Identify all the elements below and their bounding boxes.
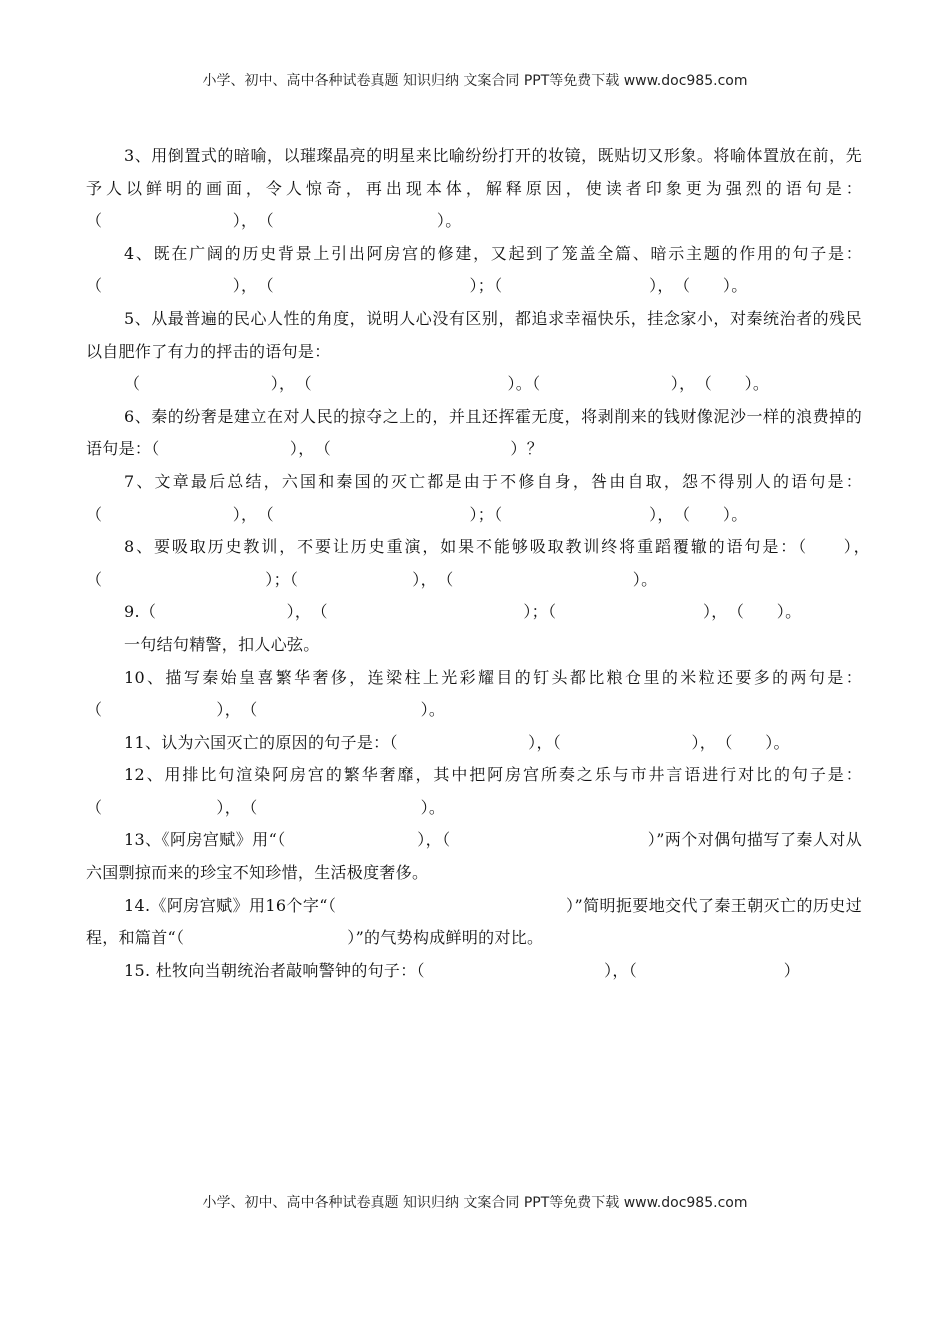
question-10: 10、描写秦始皇喜繁华奢侈，连梁柱上光彩耀目的钉头都比粮仓里的米粒还要多的两句是：（ ）， （ ）。 [86,667,862,720]
question-5: 5、从最普遍的民心人性的角度，说明人心没有区别，都追求幸福快乐，挂念家小，对秦统治者的残民以自肥作了有力的抨击的语句是： [86,308,862,361]
question-4: 4、既在广阔的历史背景上引出阿房宫的修建，又起到了笼盖全篇、暗示主题的作用的句子是：（ ）， （ ）；（ ）， （ ）。 [86,243,862,296]
page-header: 小学、初中、高中各种试卷真题 知识归纳 文案合同 PPT等免费下载 www.doc985.com [202,73,748,89]
exercise-content [86,140,879,987]
question-13: 13、《阿房宫赋》用“（ ），（ ）”两个对偶句描写了秦人对从六国剽掠而来的珍宝不知珍惜，生活极度奢侈。 [86,830,862,883]
question-9-note: 一句结句精警，扣人心弦。 [124,634,320,654]
question-9: 9.（ ）， （ ）；（ ）， （ ）。 [124,602,802,622]
question-3: 3、用倒置式的暗喻，以璀璨晶亮的明星来比喻纷纷打开的妆镜，既贴切又形象。将喻体置放在前，先予人以鲜明的画面，令人惊奇，再出现本体，解释原因，使读者印象更为强烈的语句是：（ ）， （ ）。 [86,146,862,231]
question-12: 12、用排比句渲染阿房宫的繁华奢靡，其中把阿房宫所奏之乐与市井言语进行对比的句子是：（ ）， （ ）。 [86,765,862,817]
question-8: 8、要吸取历史教训，不要让历史重演，如果不能够吸取教训终将重蹈覆辙的语句是：（ ）， （ ）；（ ）， （ ）。 [86,537,879,589]
question-15: 15. 杜牧向当朝统治者敲响警钟的句子：（ ），（ ） [124,960,801,980]
question-5-blanks: （ ）， （ ）。（ ）， （ ）。 [124,374,770,394]
page-footer: 小学、初中、高中各种试卷真题 知识归纳 文案合同 PPT等免费下载 www.doc985.com [202,1195,748,1211]
question-6: 6、秦的纷奢是建立在对人民的掠夺之上的，并且还挥霍无度，将剥削来的钱财像泥沙一样的浪费掉的语句是：（ ）， （ ）？ [86,406,862,459]
question-7: 7、文章最后总结，六国和秦国的灭亡都是由于不修自身，咎由自取，怨不得别人的语句是：（ ）， （ ）；（ ）， （ ）。 [86,471,862,524]
question-14: 14.《阿房宫赋》用16个字“（ ）”简明扼要地交代了秦王朝灭亡的历史过程，和篇首“（ ）”的气势构成鲜明的对比。 [86,895,862,948]
question-11: 11、认为六国灭亡的原因的句子是：（ ），（ ）， （ ）。 [124,732,790,752]
